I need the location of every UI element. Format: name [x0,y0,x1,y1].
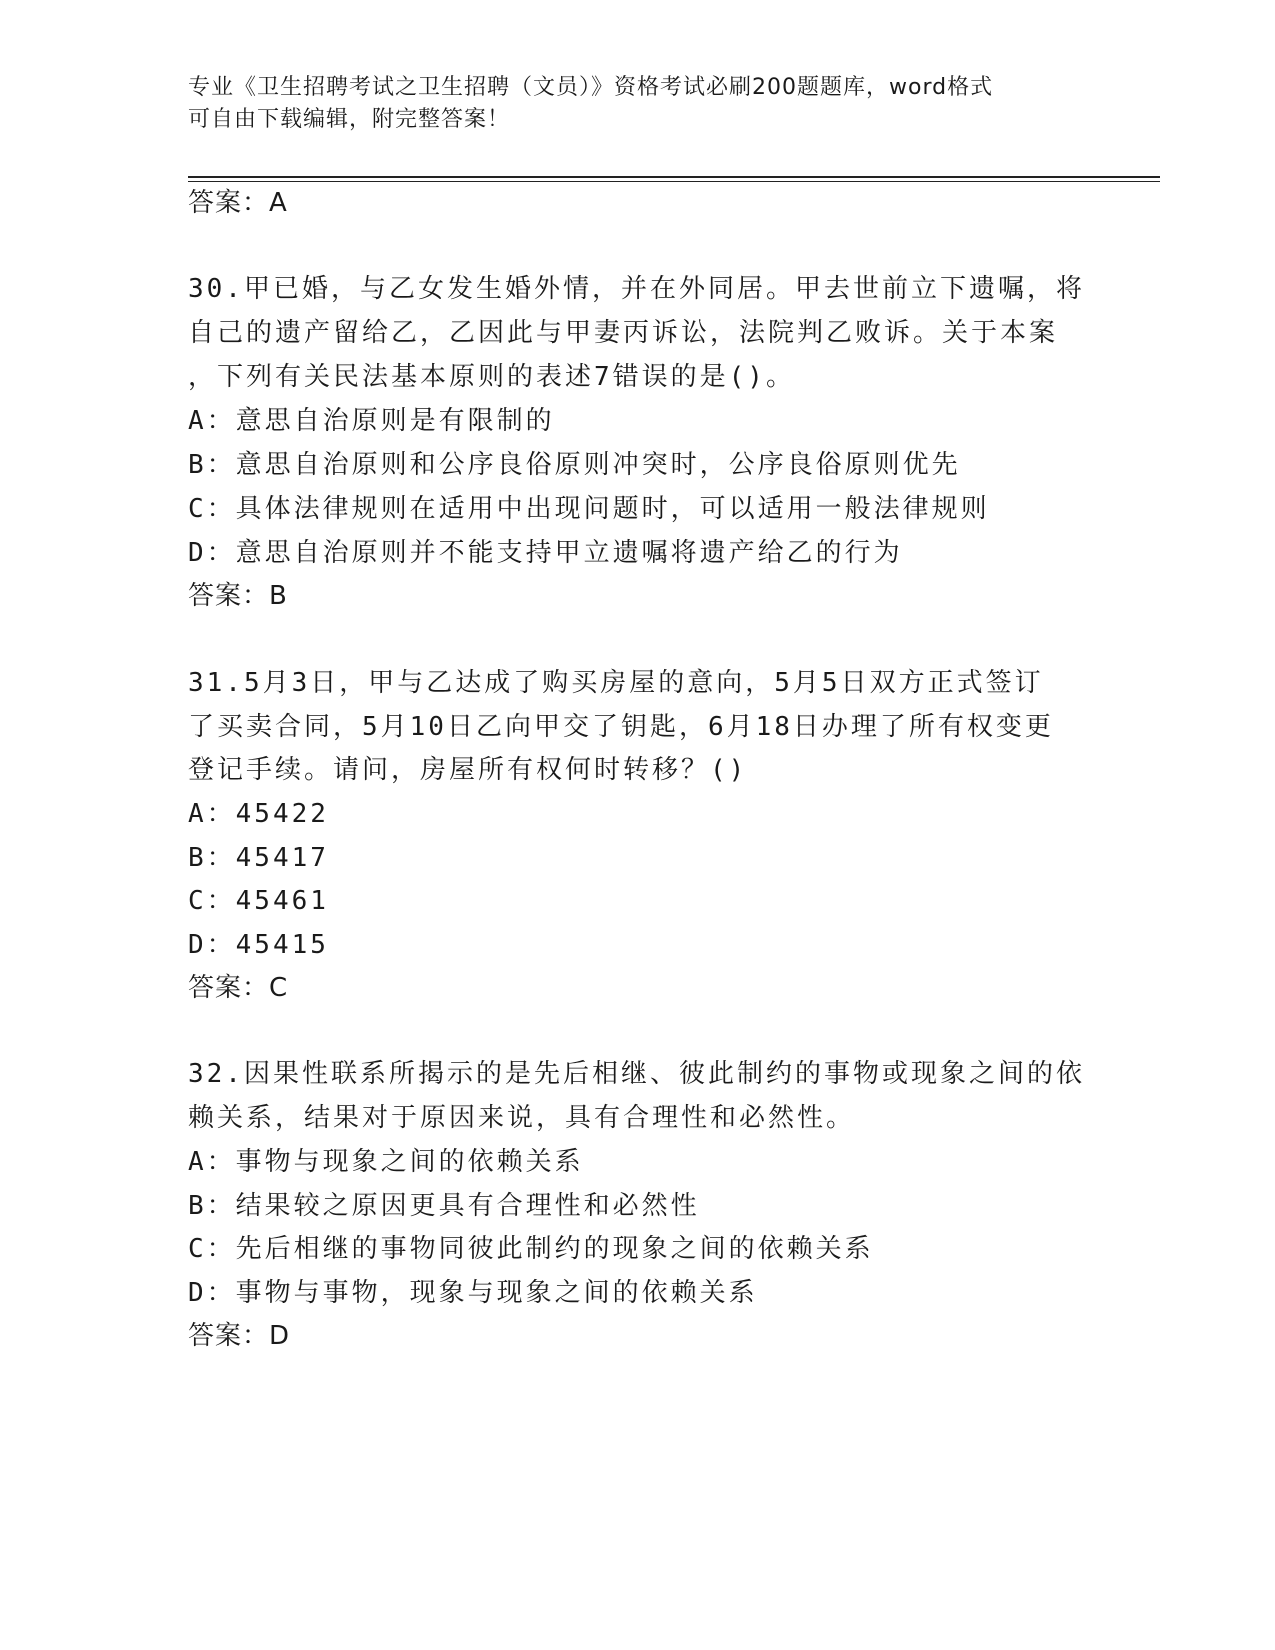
answer-line: 答案：D [188,1321,291,1351]
option-c: C：具体法律规则在适用中出现问题时，可以适用一般法律规则 [188,494,990,524]
answer-line: 答案：A [188,188,288,218]
question-text: 30.甲已婚，与乙女发生婚外情，并在外同居。甲去世前立下遗嘱，将 [188,274,1085,304]
header-line: 专业《卫生招聘考试之卫生招聘（文员）》资格考试必刷200题题库，word格式 [188,75,994,100]
option-d: D：45415 [188,930,329,960]
question-text: 自己的遗产留给乙，乙因此与甲妻丙诉讼，法院判乙败诉。关于本案 [188,318,1059,348]
question-text: 31.5月3日，甲与乙达成了购买房屋的意向，5月5日双方正式签订 [188,668,1044,698]
answer-line: 答案：C [188,973,289,1003]
question-text: 32.因果性联系所揭示的是先后相继、彼此制约的事物或现象之间的依 [188,1059,1085,1089]
document-header [188,72,1088,136]
option-b: B：结果较之原因更具有合理性和必然性 [188,1191,700,1221]
header-divider [188,181,1160,182]
question-text: ，下列有关民法基本原则的表述7错误的是()。 [188,362,795,392]
option-b: B：意思自治原则和公序良俗原则冲突时，公序良俗原则优先 [188,450,961,480]
option-d: D：意思自治原则并不能支持甲立遗嘱将遗产给乙的行为 [188,538,903,568]
option-b: B：45417 [188,843,329,873]
header-divider [188,176,1160,178]
option-a: A：意思自治原则是有限制的 [188,406,555,436]
header-line: 可自由下载编辑，附完整答案！ [188,107,511,132]
option-d: D：事物与事物，现象与现象之间的依赖关系 [188,1278,758,1308]
option-c: C：45461 [188,886,329,916]
question-text: 赖关系，结果对于原因来说，具有合理性和必然性。 [188,1103,856,1133]
question-text: 登记手续。请问，房屋所有权何时转移？() [188,755,748,785]
option-a: A：45422 [188,799,329,829]
answer-line: 答案：B [188,581,288,611]
option-c: C：先后相继的事物同彼此制约的现象之间的依赖关系 [188,1234,874,1264]
option-a: A：事物与现象之间的依赖关系 [188,1147,584,1177]
question-text: 了买卖合同，5月10日乙向甲交了钥匙，6月18日办理了所有权变更 [188,712,1054,742]
